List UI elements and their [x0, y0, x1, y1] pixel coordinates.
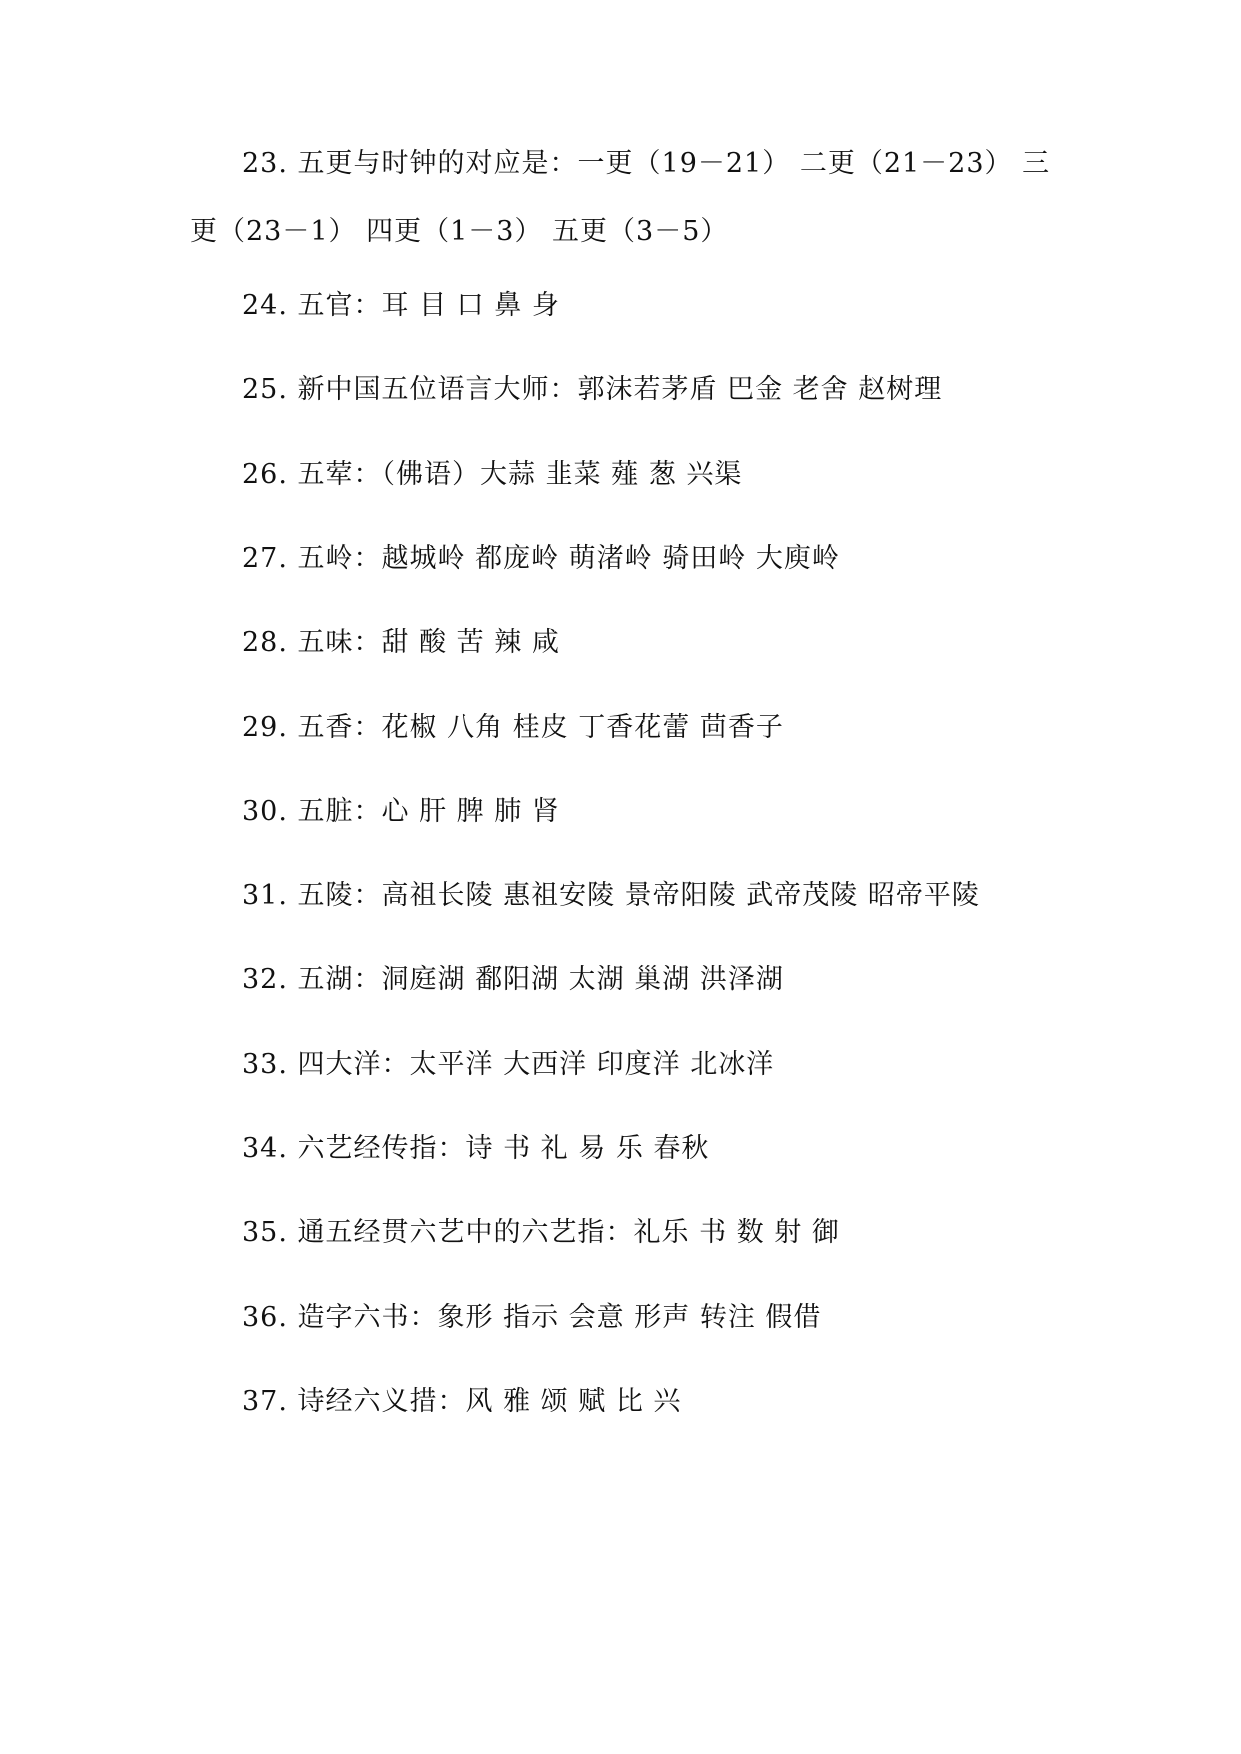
- list-item: 36. 造字六书：象形 指示 会意 形声 转注 假借: [242, 1302, 822, 1333]
- list-item: 33. 四大洋：太平洋 大西洋 印度洋 北冰洋: [242, 1049, 775, 1080]
- list-item: 37. 诗经六义措：风 雅 颂 赋 比 兴: [242, 1386, 682, 1417]
- list-item: 26. 五荤：（佛语）大蒜 韭菜 薤 葱 兴渠: [242, 459, 743, 490]
- list-item: 35. 通五经贯六艺中的六艺指：礼乐 书 数 射 御: [242, 1217, 840, 1248]
- list-item: 23. 五更与时钟的对应是：一更（19－21） 二更（21－23） 三更（23－1） 四更（1－3） 五更（3－5）: [190, 148, 1051, 247]
- list-item: 29. 五香：花椒 八角 桂皮 丁香花蕾 茴香子: [242, 712, 784, 743]
- list-item: 32. 五湖：洞庭湖 鄱阳湖 太湖 巢湖 洪泽湖: [242, 964, 784, 995]
- list-item: 28. 五味：甜 酸 苦 辣 咸: [242, 627, 560, 658]
- list-item: 24. 五官：耳 目 口 鼻 身: [242, 290, 560, 321]
- list-item: 30. 五脏：心 肝 脾 肺 肾: [242, 796, 560, 827]
- list-item: 31. 五陵：高祖长陵 惠祖安陵 景帝阳陵 武帝茂陵 昭帝平陵: [242, 880, 980, 911]
- list-item: 25. 新中国五位语言大师：郭沫若茅盾 巴金 老舍 赵树理: [242, 374, 943, 405]
- list-item: 34. 六艺经传指：诗 书 礼 易 乐 春秋: [242, 1133, 710, 1164]
- list-item: 27. 五岭：越城岭 都庞岭 萌渚岭 骑田岭 大庾岭: [242, 543, 840, 574]
